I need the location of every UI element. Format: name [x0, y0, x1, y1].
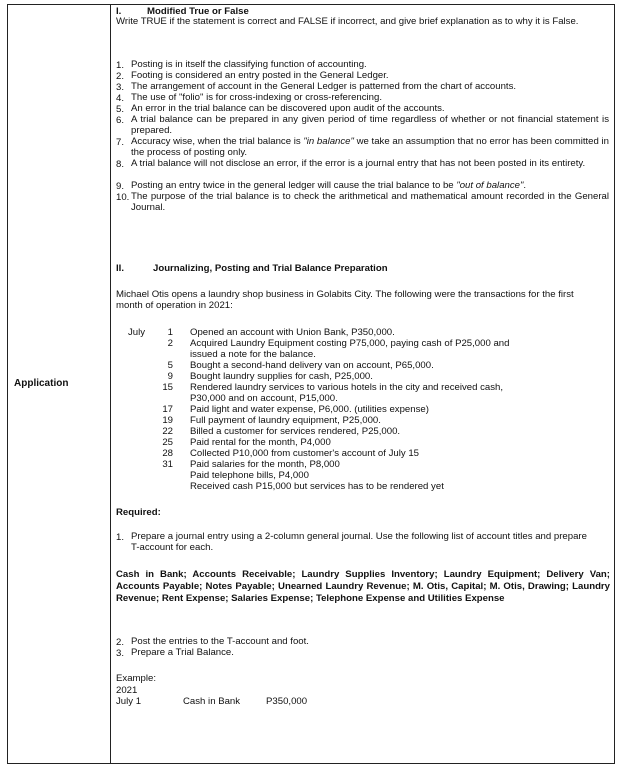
example-account: Cash in Bank — [183, 696, 241, 707]
section2-title: Journalizing, Posting and Trial Balance Preparation — [153, 263, 388, 274]
section2-intro: Michael Otis opens a laundry shop business in Golabits City. The following were the transactions for the first month of operation in 2021: — [116, 289, 574, 311]
section2-number: II. — [116, 263, 124, 274]
label-column — [8, 5, 111, 763]
content-table: Application I. Modified True or False Write TRUE if the statement is correct and FALSE if incorrect, and give brief explanation as to why it is False. 1. Posting is in itself the classifying function of accounting. 2. Footing is considered an entry posted in the General Ledger. 3. The arrangement of account in the General Ledger is patterned from the chart of accounts. 4. The use of "folio" is for cross-indexing or cross-referencing. 5. An error in the trial balance can be discovered upon audit of the accounts. 6. A trial balance can be prepared in any given period of time regardless of whether or not financial statement is prepared. 7. Accuracy wise, when the trial balance is "in balance" we take an assumption that no error has been committed in the process of posting only. 8. A trial balance will not disclose an error, if the error is a journal entry that has not been posted in its entirety. 9. Posting an entry twice in the general ledger will cause the trial balance to be "out of balance". 10. The purpose of the trial balance is to check the arithmetical and mathematical amount recorded in the General Journal. II. Journalizing, Posting and Trial Balance Preparation Michael Otis opens a laundry shop business in Golabits City. The following were the transactions for the first month of operation in 2021: July 1 Opened an account with Union Bank, P350,000. 2 Acquired Laundry Equipment costing P75,000, paying cash of P25,000 and issued a note for the balance. 5 Bought a second-hand delivery van on account, P65,000. 9 Bought laundry supplies for cash, P25,000. 15 Rendered laundry services to various hotels in the city and received cash, P30,000 and on account, P15,000. 17 Paid light and water expense, P6,000. (utilities expense) 19 Full payment of laundry equipment, P25,000. 22 Billed a customer for services rendered, P25,000. 25 Paid rental for the month, P4,000 28 Collected P10,000 from customer's account of July 15 31 Paid salaries for the month, P8,000 Paid telephone bills, P4,000 Received cash P15,000 but services has to be rendered yet Required: 1. Prepare a journal entry using a 2-column general journal. Use the following list of account titles and prepare T-account for each. Cash in Bank; Accounts Receivable; Laundry Supplies Inventory; Laundry Equipment; Delivery Van; Accounts Payable; Notes Payable; Unearned Laundry Revenue; M. Otis, Capital; M. Otis, Drawing; Laundry Revenue; Rent Expense; Salaries Expense; Telephone Expense and Utilities Expense 2. Post the entries to the T-account and foot. 3. Prepare a Trial Balance. Example: 2021 July 1 Cash in Bank P350,000 — [7, 4, 615, 764]
section2-heading — [116, 263, 388, 274]
application-label: Application — [14, 378, 69, 389]
account-titles: Cash in Bank; Accounts Receivable; Laundry Supplies Inventory; Laundry Equipment; Delivery Van; Accounts Payable; Notes Payable; Unearned Laundry Revenue; M. Otis, Capital; M. Otis, Drawing; Laundry Revenue; Rent Expense; Salaries Expense; Telephone Expense and Utilities Expense — [116, 569, 610, 605]
section1-number: I. — [116, 6, 122, 17]
month-label: July — [128, 327, 146, 338]
section1-instruction: Write TRUE if the statement is correct and FALSE if incorrect, and give brief explanation as to why it is False. — [116, 16, 579, 27]
example-label: Example: — [116, 673, 156, 684]
example-amount: P350,000 — [266, 696, 308, 707]
section1-title: Modified True or False — [147, 6, 249, 17]
example-date: July 1 — [116, 696, 142, 707]
example-year: 2021 — [116, 685, 138, 696]
required-label: Required: — [116, 507, 161, 518]
